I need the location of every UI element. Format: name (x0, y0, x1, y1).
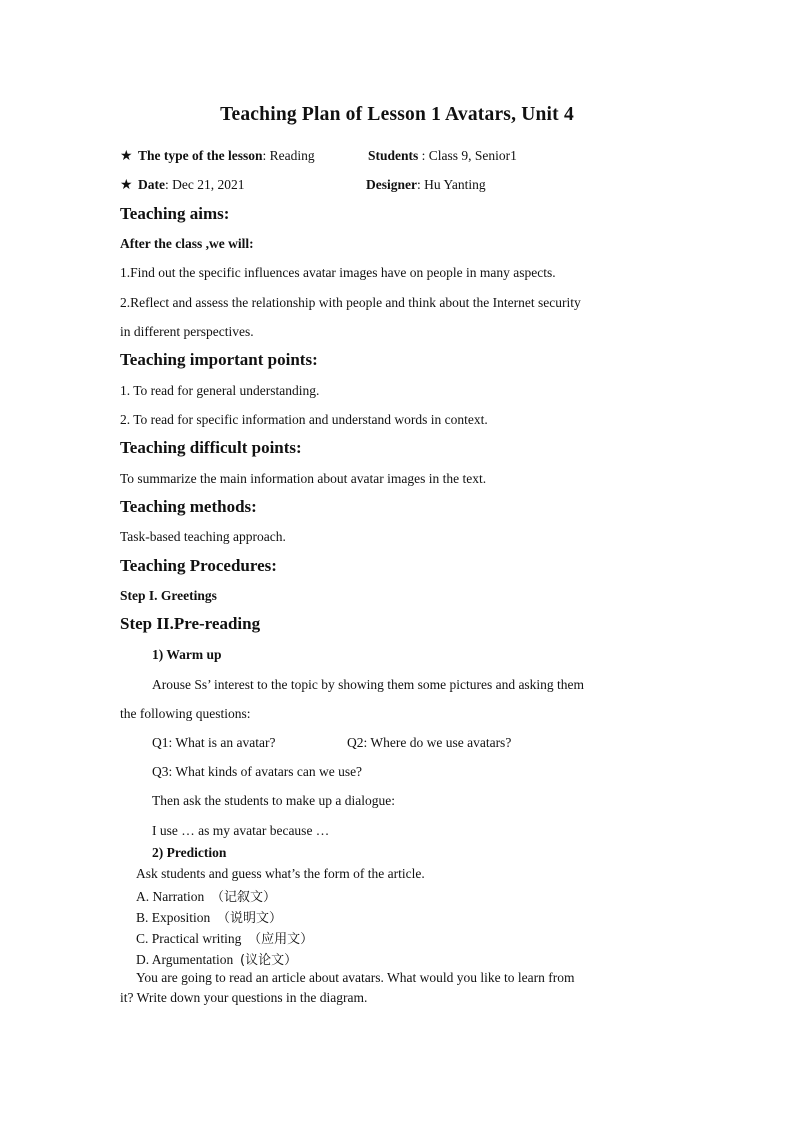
lesson-type-label: The type of the lesson (138, 148, 263, 163)
designer-label: Designer (366, 177, 417, 192)
difficult-heading: Teaching difficult points: (120, 438, 302, 457)
option-c-text: C. Practical writing (136, 931, 242, 946)
date-label: Date (138, 177, 165, 192)
option-a (136, 886, 276, 905)
date-row (120, 177, 244, 194)
option-c-chinese: （应用文） (248, 932, 314, 947)
prediction-label: 2) Prediction (152, 845, 227, 860)
aims-intro: After the class ,we will: (120, 236, 254, 251)
option-a-text: A. Narration (136, 889, 205, 904)
lesson-type-value: : Reading (262, 148, 315, 163)
option-b-chinese: （说明文） (217, 911, 283, 926)
warm-up-text-a: Arouse Ss’ interest to the topic by showing them some pictures and asking them (152, 677, 585, 692)
step-2: Step II.Pre-reading (120, 614, 261, 633)
important-item-1: 1. To read for general understanding. (120, 383, 320, 398)
warm-up-text-b: the following questions: (120, 706, 251, 721)
option-b-text: B. Exposition (136, 910, 211, 925)
lesson-type-row (120, 148, 315, 165)
step-1: Step I. Greetings (120, 588, 217, 603)
option-c (136, 928, 313, 947)
procedures-heading: Teaching Procedures: (120, 556, 277, 575)
aims-item-2b: in different perspectives. (120, 324, 254, 339)
question-2: Q2: Where do we use avatars? (347, 735, 512, 750)
methods-text: Task-based teaching approach. (120, 529, 286, 544)
difficult-text: To summarize the main information about avatar images in the text. (120, 471, 487, 486)
option-d (136, 949, 297, 968)
date-value: : Dec 21, 2021 (165, 177, 245, 192)
aims-heading: Teaching aims: (120, 204, 230, 223)
students-row (368, 148, 517, 164)
prediction-text: Ask students and guess what’s the form of the article. (136, 866, 425, 881)
dialogue-instruction: Then ask the students to make up a dialogue: (152, 793, 395, 808)
aims-item-2a: 2.Reflect and assess the relationship with people and think about the Internet security (120, 295, 581, 310)
question-1: Q1: What is an avatar? (152, 735, 276, 750)
aims-item-1: 1.Find out the specific influences avatar images have on people in many aspects. (120, 265, 556, 280)
final-text-a: You are going to read an article about avatars. What would you like to learn from (136, 970, 575, 985)
dialogue-sentence: I use … as my avatar because … (152, 823, 330, 838)
star-icon: ★ (120, 178, 133, 193)
important-item-2: 2. To read for specific information and understand words in context. (120, 412, 488, 427)
designer-value: : Hu Yanting (417, 177, 486, 192)
option-d-chinese: (议论文） (240, 953, 298, 968)
star-icon: ★ (120, 149, 133, 164)
students-value: : Class 9, Senior1 (418, 148, 517, 163)
option-d-text: D. Argumentation (136, 952, 234, 967)
methods-heading: Teaching methods: (120, 497, 257, 516)
designer-row (366, 177, 486, 193)
option-a-chinese: （记叙文） (210, 890, 276, 905)
document-title: Teaching Plan of Lesson 1 Avatars, Unit 4 (220, 104, 574, 125)
students-label: Students (368, 148, 419, 163)
option-b (136, 907, 282, 926)
warm-up-label: 1) Warm up (152, 647, 222, 662)
important-heading: Teaching important points: (120, 350, 318, 369)
question-3: Q3: What kinds of avatars can we use? (152, 764, 363, 779)
final-text-b: it? Write down your questions in the diagram. (120, 990, 368, 1005)
